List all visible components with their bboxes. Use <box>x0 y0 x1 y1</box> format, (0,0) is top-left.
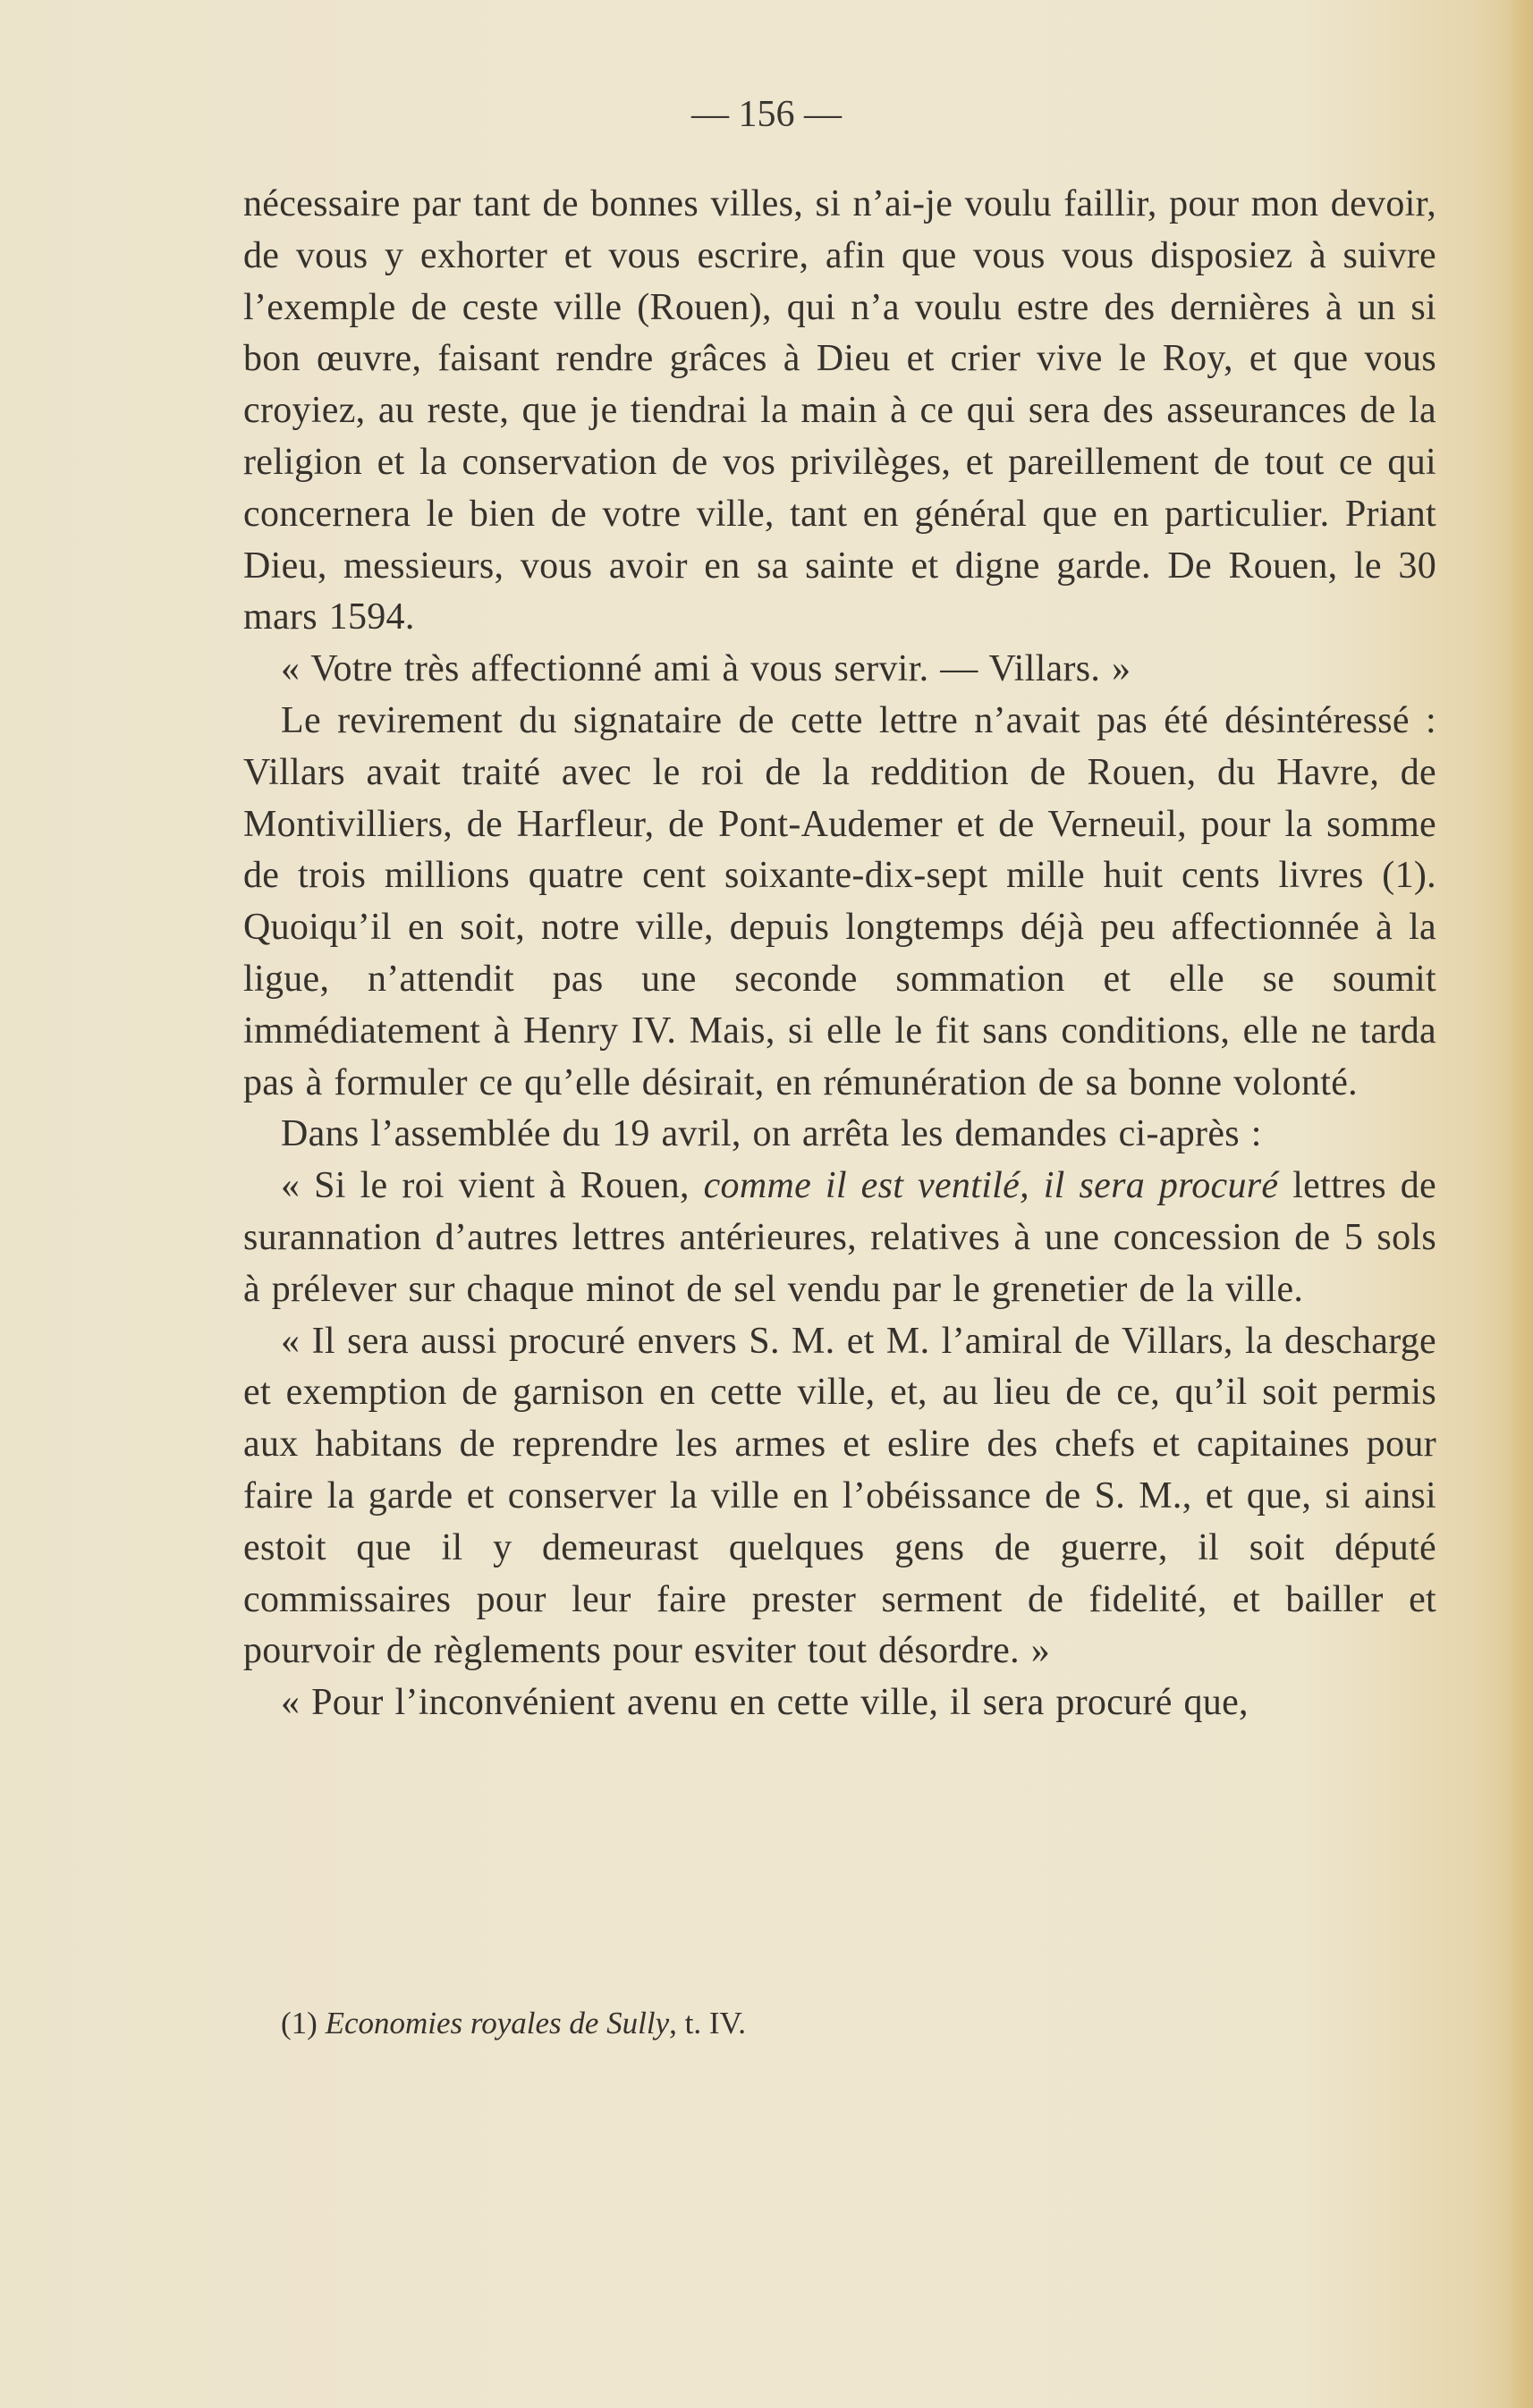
footnote-rest: , t. IV. <box>669 2006 747 2040</box>
demand-salt-start: « Si le roi vient à Rouen, <box>281 1165 704 1207</box>
demand-salt-italic: comme il est ventilé, il sera procuré <box>703 1165 1279 1207</box>
footnote <box>281 2003 1354 2044</box>
paragraph-assembly: Dans l’assemblée du 19 avril, on arrêta les demandes ci-après : <box>281 1113 1262 1155</box>
body-text <box>243 179 1436 1729</box>
footnote-marker: (1) <box>281 2006 326 2040</box>
paragraph-demand-garrison: « Il sera aussi procuré envers S. M. et M. l’amiral de Villars, la descharge et exemption de garnison en cette ville, et, au lieu de ce, qu’il soit permis aux habitans de reprendre les armes et eslire des chefs et capitaines pour faire la garde et conserver la ville en l’obéissance de S. M., et que, si ainsi estoit que il y demeurast quelques gens de guerre, il soit député commissaires pour leur faire prester serment de fidelité, et bailler et pourvoir de règlements pour esviter tout désordre. » <box>243 1320 1436 1672</box>
page-edge-shadow <box>1506 0 1533 2408</box>
paragraph-letter-signature: « Votre très affectionné ami à vous servir. — Villars. » <box>281 648 1131 690</box>
page-number: — 156 — <box>691 94 842 135</box>
paragraph-demand-inconvenience: « Pour l’inconvénient avenu en cette ville, il sera procuré que, <box>281 1682 1249 1724</box>
paragraph-demand-salt <box>243 1161 1436 1315</box>
paragraph-letter-continuation: nécessaire par tant de bonnes villes, si n’ai-je voulu faillir, pour mon devoir, de vous y exhorter et vous escrire, afin que vous vous disposiez à suivre l’exemple de ceste ville (Rouen), qui n’a voulu estre des dernières à un si bon œuvre, faisant rendre grâces à Dieu et crier vive le Roy, et que vous croyiez, au reste, que je tiendrai la main à ce qui sera des asseurances de la religion et la conservation de vos privilèges, et pareillement de tout ce qui concernera le bien de votre ville, tant en général que en particulier. Priant Dieu, messieurs, vous avoir en sa sainte et digne garde. De Rouen, le 30 mars 1594. <box>243 183 1436 638</box>
footnote-title: Economies royales de Sully <box>325 2006 670 2040</box>
paragraph-narrative: Le revirement du signataire de cette lettre n’avait pas été désintéressé : Villars avait traité avec le roi de la reddition de Rouen, du Havre, de Montivilliers, de Harfleur, de Pont-Audemer et de Verneuil, pour la somme de trois millions quatre cent soixante-dix-sept mille huit cents livres (1). Quoiqu’il en soit, notre ville, depuis longtemps déjà peu affectionnée à la ligue, n’attendit pas une seconde sommation et elle se soumit immédiatement à Henry IV. Mais, si elle le fit sans conditions, elle ne tarda pas à formuler ce qu’elle désirait, en rémunération de sa bonne volonté. <box>243 699 1436 1103</box>
demand-salt-end: lettres de surannation d’autres lettres antérieures, relatives à une concession de 5 sols à prélever sur chaque minot de sel vendu par le grenetier de la ville. <box>243 1165 1436 1310</box>
